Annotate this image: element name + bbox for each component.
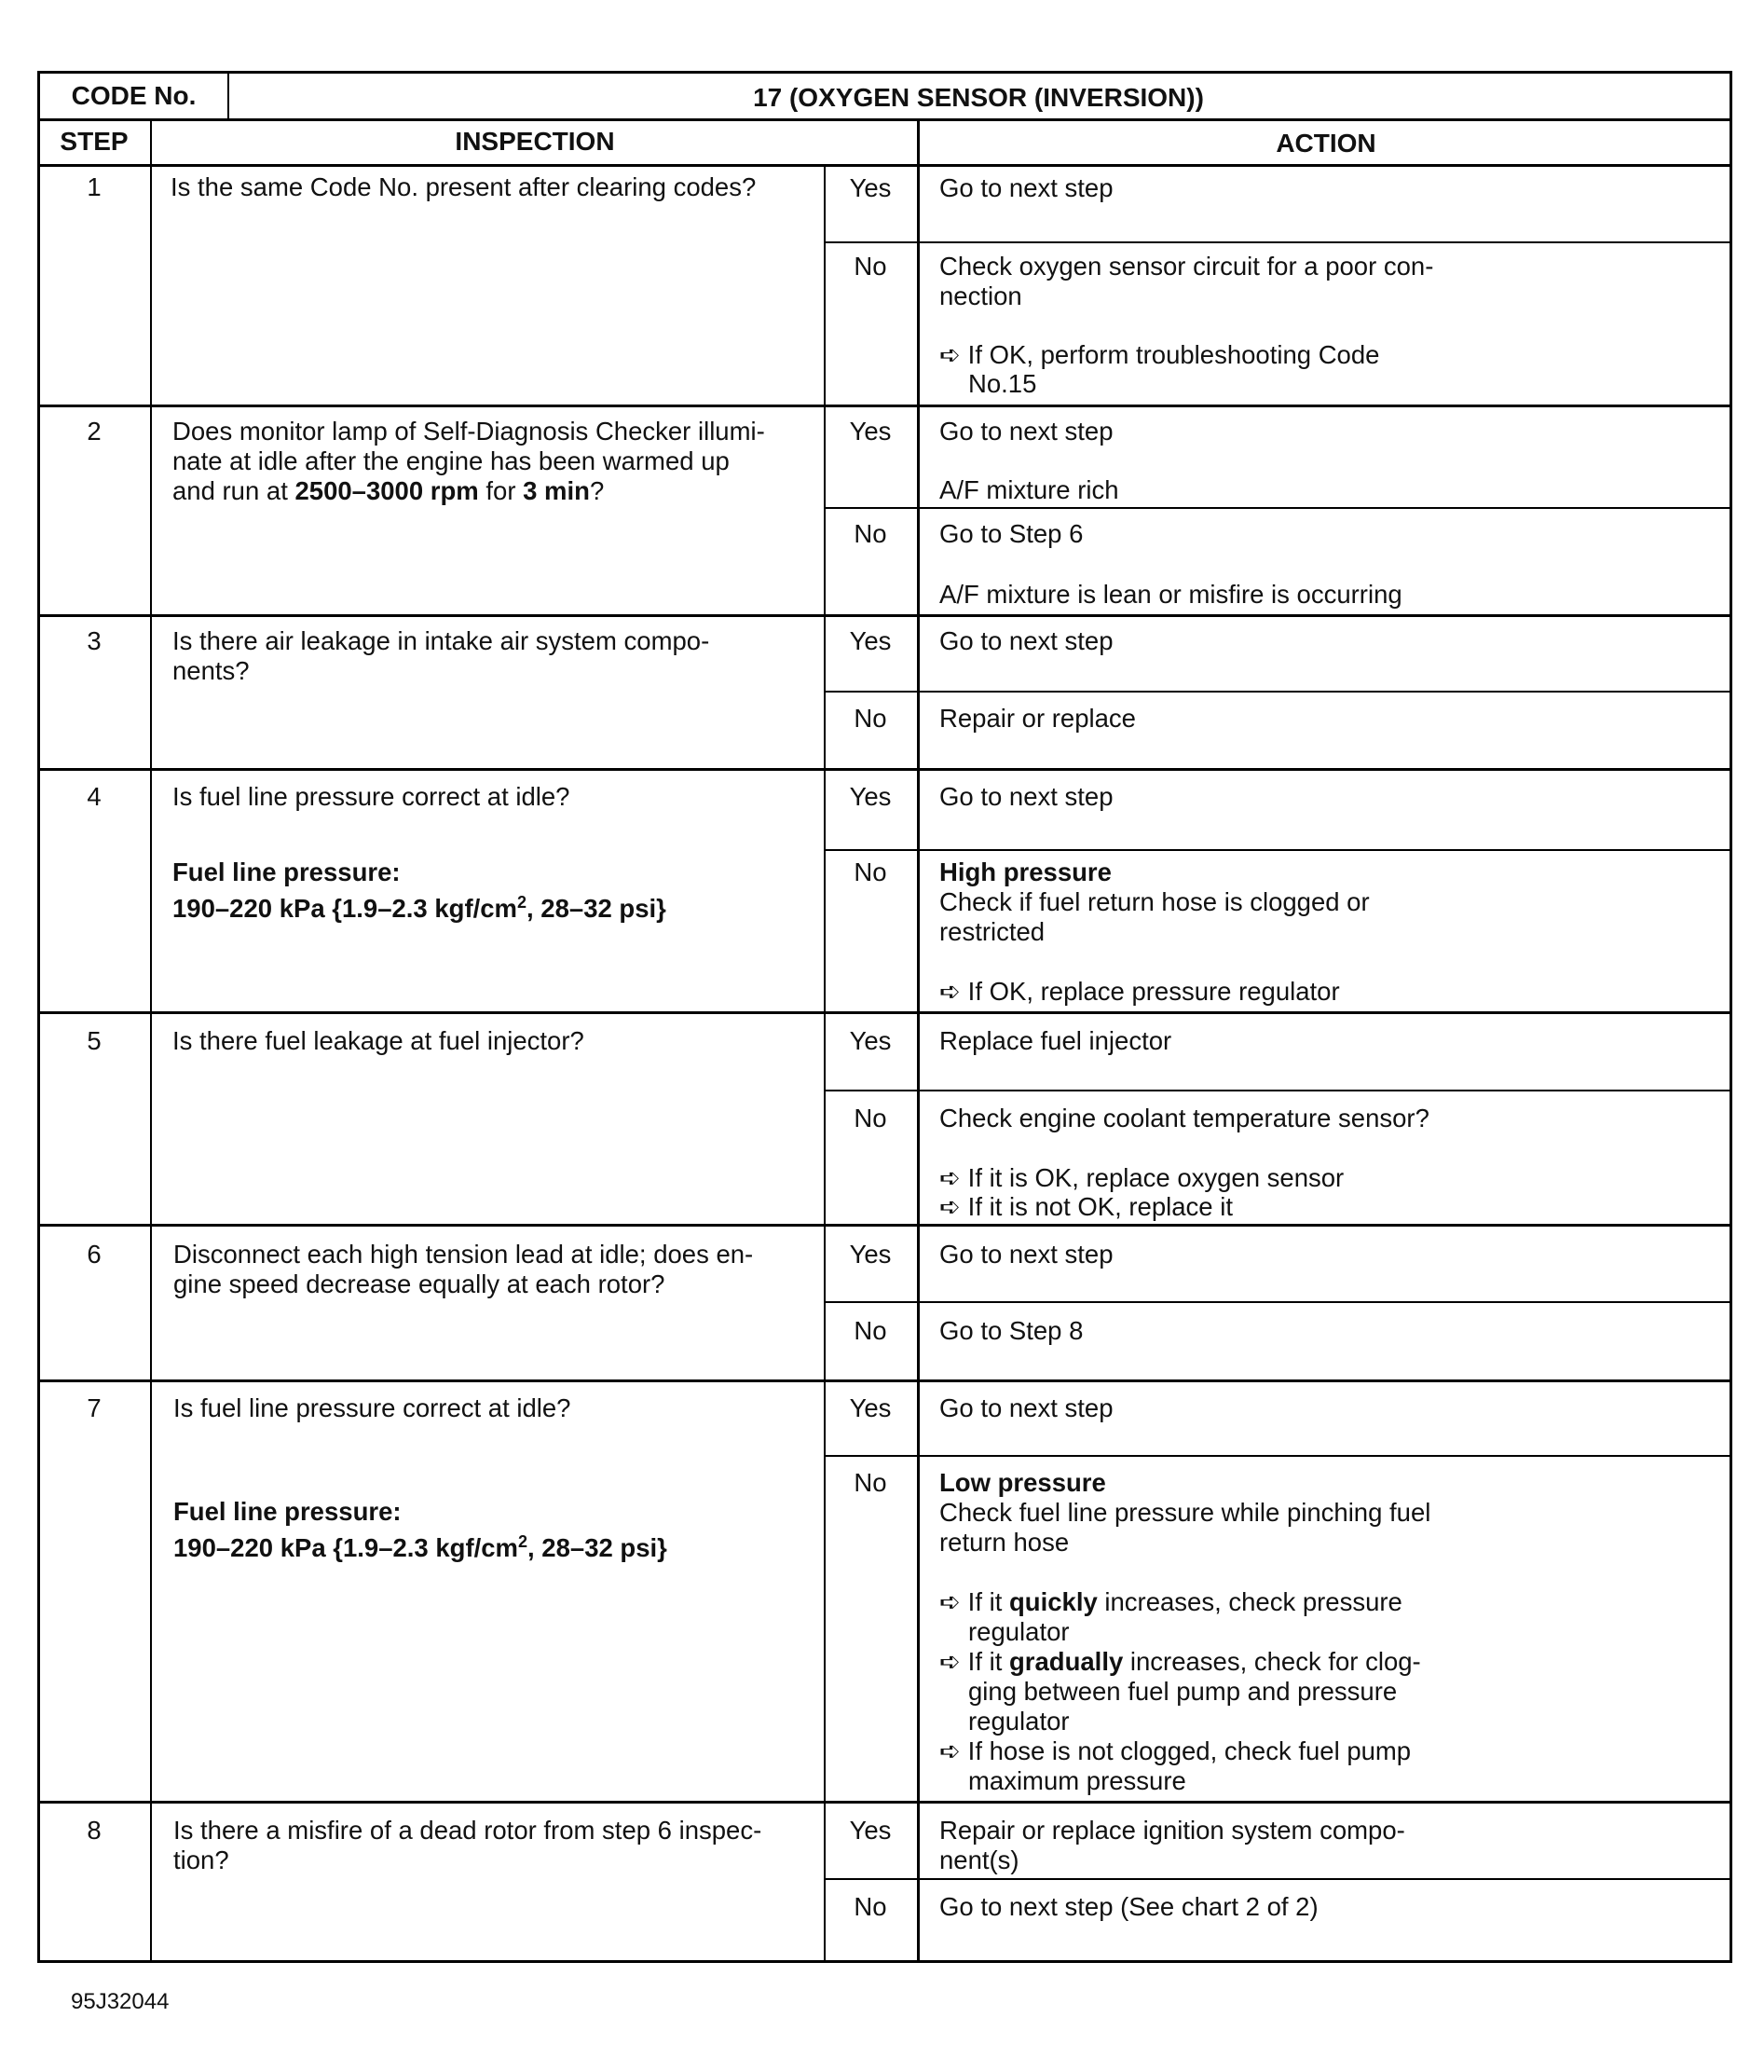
inspection-header: INSPECTION bbox=[455, 127, 615, 156]
action-text: Replace fuel injector bbox=[939, 1026, 1172, 1055]
step-number: 3 bbox=[87, 626, 102, 655]
divider bbox=[40, 118, 1730, 121]
inspection-line bbox=[172, 887, 666, 925]
step-number: 4 bbox=[87, 782, 102, 811]
no-label: No bbox=[854, 704, 887, 733]
action-text: Go to next step bbox=[939, 626, 1114, 655]
divider bbox=[40, 1379, 1730, 1382]
divider bbox=[40, 1224, 1730, 1227]
yes-label: Yes bbox=[849, 173, 892, 202]
action-line bbox=[939, 1647, 1421, 1678]
action-heading: Low pressure bbox=[939, 1468, 1106, 1497]
action-text: Repair or replace ignition system compo- bbox=[939, 1816, 1405, 1845]
divider bbox=[40, 1011, 1730, 1014]
action-text: ➪ If it is not OK, replace it bbox=[939, 1192, 1233, 1221]
no-label: No bbox=[854, 1468, 887, 1497]
divider bbox=[824, 1301, 1730, 1303]
divider bbox=[824, 241, 1730, 243]
troubleshooting-table bbox=[37, 71, 1732, 1963]
divider bbox=[40, 1801, 1730, 1804]
divider bbox=[824, 1090, 1730, 1091]
action-text: No.15 bbox=[968, 369, 1037, 398]
inspection-emphasis: 2500–3000 rpm bbox=[294, 476, 479, 505]
no-label: No bbox=[854, 1104, 887, 1132]
inspection-text: ? bbox=[589, 476, 605, 505]
inspection-text: nents? bbox=[172, 656, 250, 685]
inspection-text: gine speed decrease equally at each rotor? bbox=[173, 1269, 665, 1298]
no-label: No bbox=[854, 519, 887, 548]
superscript: 2 bbox=[517, 893, 527, 912]
action-text: maximum pressure bbox=[968, 1766, 1186, 1795]
step-number: 2 bbox=[87, 417, 102, 446]
inspection-text: tion? bbox=[173, 1846, 229, 1874]
action-line bbox=[939, 1587, 1402, 1618]
divider bbox=[40, 164, 1730, 167]
inspection-text: Disconnect each high tension lead at idle; does en- bbox=[173, 1240, 754, 1269]
inspection-text: Is there fuel leakage at fuel injector? bbox=[172, 1026, 584, 1055]
action-text: Check engine coolant temperature sensor? bbox=[939, 1104, 1429, 1132]
inspection-line bbox=[173, 1527, 667, 1564]
step-number: 8 bbox=[87, 1816, 102, 1845]
inspection-text: for bbox=[485, 476, 516, 505]
inspection-emphasis: Fuel line pressure: bbox=[173, 1497, 402, 1526]
action-text: increases, check pressure bbox=[1104, 1587, 1402, 1616]
inspection-line bbox=[172, 476, 604, 507]
divider bbox=[917, 118, 920, 1960]
action-emphasis: quickly bbox=[1009, 1587, 1098, 1616]
action-text: ging between fuel pump and pressure bbox=[968, 1677, 1398, 1706]
action-text: Go to next step bbox=[939, 417, 1114, 446]
yes-label: Yes bbox=[849, 1026, 892, 1055]
inspection-text: Is the same Code No. present after clearing codes? bbox=[171, 172, 757, 201]
divider bbox=[150, 118, 152, 1960]
yes-label: Yes bbox=[849, 417, 892, 446]
action-text: restricted bbox=[939, 917, 1046, 946]
inspection-text: Is fuel line pressure correct at idle? bbox=[173, 1393, 571, 1422]
action-text: regulator bbox=[968, 1617, 1070, 1646]
action-text: Check fuel line pressure while pinching fuel bbox=[939, 1498, 1431, 1527]
code-label: CODE No. bbox=[71, 81, 197, 110]
action-text: Go to Step 8 bbox=[939, 1316, 1084, 1345]
action-text: A/F mixture rich bbox=[939, 475, 1119, 504]
divider bbox=[824, 1455, 1730, 1457]
action-text: Check if fuel return hose is clogged or bbox=[939, 887, 1370, 916]
action-text: Go to Step 6 bbox=[939, 519, 1084, 548]
action-text: ➪ If OK, replace pressure regulator bbox=[939, 977, 1340, 1006]
step-number: 6 bbox=[87, 1240, 102, 1269]
inspection-text: and run at bbox=[172, 476, 288, 505]
action-text: regulator bbox=[968, 1707, 1070, 1736]
no-label: No bbox=[854, 1892, 887, 1921]
divider bbox=[824, 691, 1730, 693]
action-text: Repair or replace bbox=[939, 704, 1136, 733]
code-value: 17 (OXYGEN SENSOR (INVERSION)) bbox=[753, 83, 1204, 112]
yes-label: Yes bbox=[849, 782, 892, 811]
step-number: 5 bbox=[87, 1026, 102, 1055]
action-text: ➪ If hose is not clogged, check fuel pump bbox=[939, 1736, 1412, 1765]
inspection-text: Is fuel line pressure correct at idle? bbox=[172, 782, 570, 811]
inspection-text: Does monitor lamp of Self-Diagnosis Checker illumi- bbox=[172, 417, 765, 446]
inspection-text: Is there a misfire of a dead rotor from step 6 inspec- bbox=[173, 1816, 762, 1845]
superscript: 2 bbox=[518, 1532, 528, 1551]
action-text: ➪ If OK, perform troubleshooting Code bbox=[939, 340, 1380, 369]
action-text: A/F mixture is lean or misfire is occurring bbox=[939, 580, 1402, 609]
yes-label: Yes bbox=[849, 1393, 892, 1422]
divider bbox=[824, 507, 1730, 509]
action-text: ➪ If it bbox=[939, 1587, 1003, 1616]
action-text: Check oxygen sensor circuit for a poor con- bbox=[939, 252, 1434, 281]
yes-label: Yes bbox=[849, 626, 892, 655]
yes-label: Yes bbox=[849, 1816, 892, 1845]
action-header: ACTION bbox=[1276, 129, 1376, 158]
figure-code: 95J32044 bbox=[71, 1989, 170, 2014]
divider bbox=[824, 1878, 1730, 1880]
action-text: nent(s) bbox=[939, 1846, 1019, 1874]
action-text: return hose bbox=[939, 1528, 1070, 1557]
action-text: Go to next step (See chart 2 of 2) bbox=[939, 1892, 1319, 1921]
no-label: No bbox=[854, 252, 887, 281]
action-text: Go to next step bbox=[939, 1240, 1114, 1269]
action-text: increases, check for clog- bbox=[1129, 1647, 1421, 1676]
no-label: No bbox=[854, 1316, 887, 1345]
action-text: nection bbox=[939, 281, 1022, 310]
inspection-text: nate at idle after the engine has been warmed up bbox=[172, 446, 730, 475]
yes-label: Yes bbox=[849, 1240, 892, 1269]
inspection-emphasis: 3 min bbox=[523, 476, 590, 505]
inspection-text: , 28–32 psi} bbox=[526, 894, 666, 924]
action-text: ➪ If it is OK, replace oxygen sensor bbox=[939, 1163, 1345, 1192]
action-emphasis: gradually bbox=[1009, 1647, 1124, 1676]
action-heading: High pressure bbox=[939, 858, 1112, 886]
action-text: ➪ If it bbox=[939, 1647, 1003, 1676]
inspection-emphasis: Fuel line pressure: bbox=[172, 858, 401, 886]
action-text: Go to next step bbox=[939, 173, 1114, 202]
action-text: Go to next step bbox=[939, 1393, 1114, 1422]
step-number: 7 bbox=[87, 1393, 102, 1422]
inspection-text: Is there air leakage in intake air system compo- bbox=[172, 626, 710, 655]
action-text: Go to next step bbox=[939, 782, 1114, 811]
no-label: No bbox=[854, 858, 887, 886]
divider bbox=[40, 614, 1730, 617]
inspection-text: 190–220 kPa {1.9–2.3 kgf/cm bbox=[172, 894, 518, 924]
step-number: 1 bbox=[87, 172, 102, 201]
inspection-text: 190–220 kPa {1.9–2.3 kgf/cm bbox=[173, 1533, 519, 1563]
divider bbox=[40, 405, 1730, 407]
inspection-text: , 28–32 psi} bbox=[527, 1533, 667, 1563]
step-header: STEP bbox=[60, 127, 129, 156]
divider bbox=[40, 768, 1730, 771]
divider bbox=[824, 849, 1730, 851]
